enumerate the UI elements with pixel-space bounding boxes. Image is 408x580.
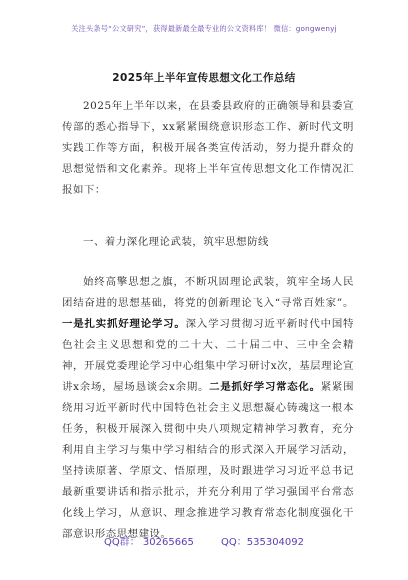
- paragraph-text: 紧紧围绕用习近平新时代中国特色社会主义思想凝心铸魂这一根本任务，积极开展深入贯彻中央八项规定精神学习教育，充分利用自主学习与集中学习相结合的形式深入开展学习活动，坚持读原著、学原文、悟原理，及时跟进学习习近平总书记最新重要讲话和指示批示，并充分利用了学习强国平台常态化线上学习，从意识、理念推进学习教育常态化制度强化干部意识形态思想建设。: [62, 381, 355, 540]
- qq-number: QQ：535304092: [221, 537, 305, 548]
- section-heading-1: 一、着力深化理论武装，筑牢思想防线: [83, 236, 269, 248]
- emphasis-point-1: 一是扎实抓好理论学习。: [62, 318, 186, 330]
- document-title: 2025年上半年宣传思想文化工作总结: [112, 72, 296, 84]
- paragraph-text: 始终高擎思想之旗，不断巩固理论武装，筑牢全场人民团结奋进的思想基础，将党的创新理论飞入“寻常百姓家”。: [62, 276, 354, 309]
- footer-contact: [0, 533, 408, 548]
- paragraph-text: 深入学习贯彻习近平新时代中国特色社会主义思想和党的二十大、二十届二中、三中全会精神，开展党委理论学习中心组集中学习研讨x次，基层理论宣讲x余场，屋场恳谈会x余期。: [62, 318, 354, 393]
- section-1-paragraph: [62, 272, 354, 545]
- intro-paragraph: 2025年上半年以来，在县委县政府的正确领导和县委宣传部的悉心指导下，xx紧紧围绕意识形态工作、新时代文明实践工作等方面，积极开展各类宣传活动，努力提升群众的思想觉悟和文化素养。现将上半年宣传思想文化工作情况汇报如下：: [62, 100, 354, 196]
- header-banner: 关注头条号“公文研究”，获得最新最全最专业的公文资料库！ 微信：gongwenyj: [71, 24, 337, 33]
- qq-group: QQ群： 30265665: [103, 537, 194, 548]
- emphasis-point-2: 二是抓好学习常态化。: [209, 381, 321, 393]
